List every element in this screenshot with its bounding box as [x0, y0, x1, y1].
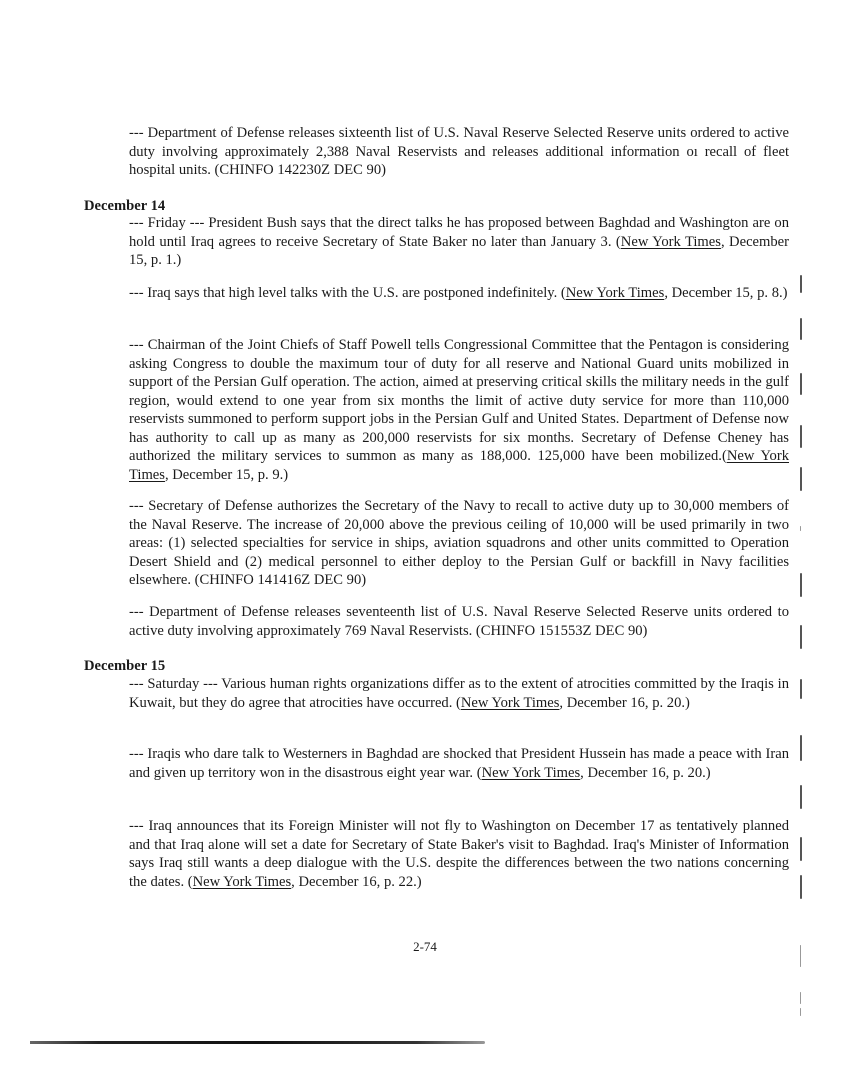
entry-bush-direct-talks: [129, 214, 789, 270]
margin-change-bar: [800, 875, 802, 899]
margin-change-bar: [800, 945, 801, 967]
citation-detail: , December 15, p. 9.): [164, 466, 289, 483]
entry-text: --- Department of Defense releases seventeenth list of U.S. Naval Reserve Selected Reserve units ordered to active duty involving approximately 769 Naval Reservists. (CHINFO 151553Z DEC 90): [129, 604, 789, 639]
entry-naval-reserve-seventeenth-list: [129, 603, 789, 640]
entry-powell-tour-of-duty: [129, 336, 789, 484]
date-heading-december-14: December 14: [84, 198, 166, 214]
margin-change-bar: [800, 837, 802, 861]
source-citation: New York Times: [460, 694, 560, 711]
margin-change-bar: [800, 785, 802, 809]
entry-iraqis-shocked-peace-iran: [129, 745, 789, 782]
margin-change-bar: [800, 679, 802, 699]
citation-detail: , December 16, p. 20.): [580, 764, 711, 781]
margin-change-bar: [800, 992, 801, 1004]
entry-human-rights-atrocities: [129, 675, 789, 712]
source-citation: New York Times: [481, 764, 581, 781]
margin-change-bar: [800, 625, 802, 649]
entry-text: --- Secretary of Defense authorizes the Secretary of the Navy to recall to active duty up to 30,000 members of the Naval Reserve. The increase of 20,000 above the previous ceiling of 10,000 will be used primarily in two areas: (1) selected specialties for service in ships, aviation squadrons and other units committed to Operation Desert Shield and (2) medical personnel to either deploy to the Persian Gulf or backfill in Navy facilities elsewhere. (CHINFO 141416Z DEC 90): [129, 498, 789, 588]
margin-change-bar: [800, 275, 802, 293]
margin-change-bar: [800, 425, 802, 448]
citation-detail: , December 15, p. 8.): [664, 285, 788, 301]
margin-change-bar: [800, 735, 802, 761]
margin-change-bar: [800, 1008, 801, 1016]
entry-talks-postponed: [129, 284, 789, 303]
margin-change-bar: [800, 373, 802, 395]
margin-change-bar: [800, 467, 802, 491]
entry-text: --- Friday --- President Bush says that the direct talks he has proposed between Baghdad and Washington are on hold until Iraq agrees to receive Secretary of State Baker no later than January 3. (: [129, 215, 789, 250]
source-citation: New York Times: [129, 448, 789, 483]
entry-naval-reserve-sixteenth-list: [129, 124, 789, 180]
entry-foreign-minister-visit: [129, 817, 789, 891]
source-citation: New York Times: [620, 233, 721, 250]
entry-text: --- Iraqis who dare talk to Westerners in Baghdad are shocked that President Hussein has made a peace with Iran and given up territory won in the disastrous eight year war. (: [129, 746, 789, 781]
entry-text: --- Iraq announces that its Foreign Minister will not fly to Washington on December 17 as tentatively planned and that Iraq alone will set a date for Secretary of State Baker's visit to Baghdad. Iraq's Minister of Information says Iraq still wants a deep dialogue with the U.S. despite the differences between the two nations concerning the dates. (: [129, 818, 789, 890]
entry-navy-recall-authorization: [129, 497, 789, 590]
date-heading-december-15: December 15: [84, 658, 166, 674]
entry-text: --- Iraq says that high level talks with the U.S. are postponed indefinitely. (: [129, 285, 566, 301]
entry-text: --- Chairman of the Joint Chiefs of Staff Powell tells Congressional Committee that the Pentagon is considering asking Congress to double the maximum tour of duty for all reserve and National Guard units mobilized in support of the Persian Gulf operation. The action, aimed at preserving critical skills the military needs in the gulf region, would extend to one year from six months the limit of active duty service for more than 110,000 reservists summoned to perform support jobs in the Persian Gulf and United States. Department of Defense now has authority to call up as many as 200,000 reservists for six months. Secretary of Defense Cheney has authorized the military services to summon as many as 188,000. 125,000 have been mobilized.(: [129, 337, 789, 464]
entry-text: --- Saturday --- Various human rights organizations differ as to the extent of atrocities committed by the Iraqis in Kuwait, but they do agree that atrocities have occurred. (: [129, 676, 789, 711]
citation-detail: , December 16, p. 20.): [559, 694, 690, 711]
page-number: 2-74: [413, 939, 437, 954]
source-citation: New York Times: [565, 285, 665, 301]
entry-text: --- Department of Defense releases sixteenth list of U.S. Naval Reserve Selected Reserve units ordered to active duty involving approximately 2,388 Naval Reservists and releases additional information oı recall of fleet hospital units. (CHINFO 142230Z DEC 90): [129, 125, 789, 178]
margin-change-bar: [800, 526, 801, 531]
margin-change-bar: [800, 318, 802, 340]
scan-edge-line: [30, 1041, 485, 1044]
source-citation: New York Times: [192, 873, 292, 890]
margin-change-bar: [800, 573, 802, 597]
citation-detail: , December 16, p. 22.): [291, 873, 422, 890]
citation-detail: , December 15, p. 1.): [129, 233, 790, 268]
